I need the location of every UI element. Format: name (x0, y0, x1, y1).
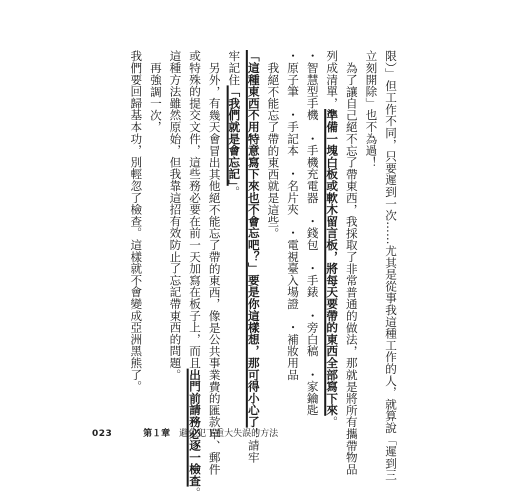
text-column (184, 50, 204, 499)
text-column: ・原子筆 ・手記本 ・名片夾 ・電視臺入場證 ・補妝用品 (286, 50, 301, 381)
page-number: 023 (92, 429, 113, 439)
text-run: 。 (227, 185, 242, 198)
text-column: 我絕不能忘了帶的東西就是這些。 (266, 61, 281, 239)
text-run: 列成清單， (325, 50, 340, 109)
text-column: ・智慧型手機 ・手機充電器 ・錢包 ・手錶 ・旁白稿 ・家鑰匙 (305, 50, 320, 416)
text-column (224, 50, 244, 410)
emphasis-text: 「這種東西不用特意寫下來也不會忘吧？」要是你這樣想，那可得小心了 (246, 50, 261, 428)
text-column: 再強調一次， (148, 61, 163, 133)
text-run: 我們要回歸基本功，別輕忽了檢查。這樣就不會變成亞洲黑熊了。 (129, 50, 144, 393)
chapter-label: 第１章 (143, 429, 171, 439)
emphasis-text: 準備一塊白板或軟木留言板，將每天要帶的東西全部寫下來 (325, 109, 340, 416)
page-footer (92, 426, 278, 439)
emphasis-text: 「我們就是會忘記」 (227, 85, 242, 186)
text-run: 或特殊的提交文件，這些務必要在前一天加寫在板子上，而且 (188, 50, 203, 369)
text-column (243, 50, 263, 464)
text-run: 。 (325, 415, 340, 428)
text-run: 牢記住 (227, 50, 242, 86)
text-column: 另外，有幾天會冒出其他絕不能忘了帶的東西，像是公共事業費的匯款單、郵件 (207, 61, 222, 475)
emphasis-text: 出門前請務必逐一檢查 (188, 368, 203, 487)
text-column (126, 50, 146, 410)
chapter-title: 避免犯下重大失誤的方法 (179, 429, 279, 439)
text-column: 為了讓自己絕不忘了帶東西，我採取了非常普通的做法，那就是將所有攜帶物品 (344, 61, 359, 475)
text-run: ！請牢 (246, 427, 261, 464)
text-run: 。 (188, 486, 203, 499)
text-column (322, 50, 342, 428)
text-column: 立刻開除」也不為過！ (364, 50, 379, 168)
text-column: 這種方法雖然原始，但我靠這招有效防止了忘記帶東西的問題。 (168, 50, 183, 381)
text-column: 限）」但工作不同，只要遲到一次……尤其是從事我這種工作的人，就算說「遲到三 (384, 50, 398, 481)
